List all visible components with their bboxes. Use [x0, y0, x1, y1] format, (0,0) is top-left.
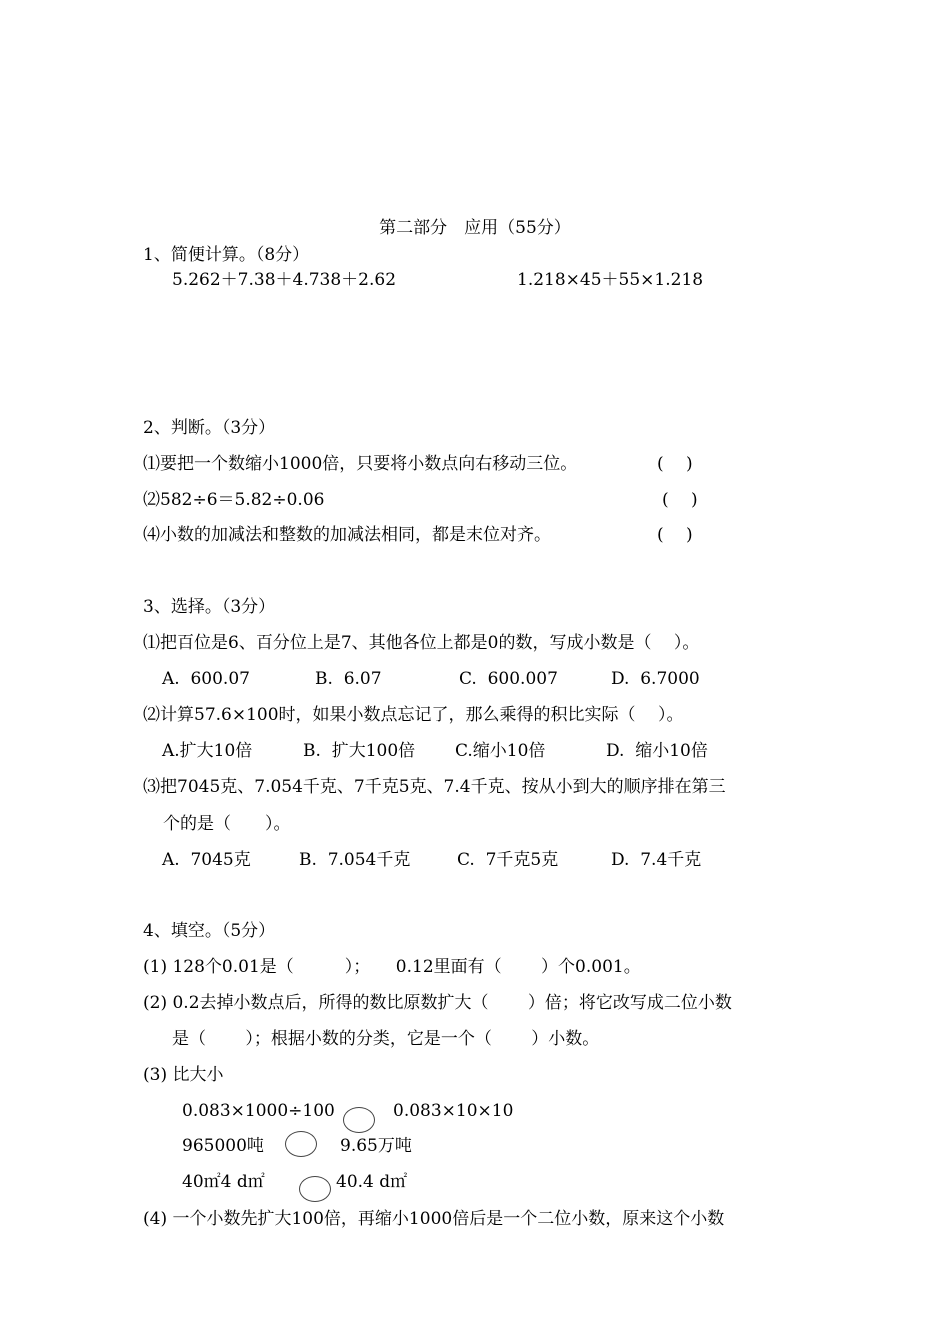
compare-2-right: 9.65万吨 — [340, 1136, 412, 1156]
section-1-heading: 1、简便计算。（8分） — [143, 245, 310, 265]
choice-2-option-d[interactable]: D. 缩小10倍 — [606, 741, 708, 761]
compare-3-left: 40㎡4 d㎡ — [182, 1172, 265, 1192]
compare-1-right: 0.083×10×10 — [393, 1101, 514, 1121]
section-4-heading: 4、填空。（5分） — [143, 921, 276, 941]
judge-question-4: ⑷小数的加减法和整数的加减法相同，都是末位对齐。 — [143, 525, 551, 545]
compare-1-circle-blank[interactable] — [343, 1107, 375, 1133]
page-title: 第二部分 应用（55分） — [379, 218, 571, 238]
section-2-heading: 2、判断。（3分） — [143, 418, 276, 438]
choice-question-3-line-1: ⑶把7045克、7.054千克、7千克5克、7.4千克、按从小到大的顺序排在第三 — [143, 777, 726, 797]
compare-2-left: 965000吨 — [182, 1136, 264, 1156]
judge-question-2: ⑵582÷6＝5.82÷0.06 — [143, 490, 325, 510]
choice-question-3-line-2: 个的是（ ）。 — [163, 814, 291, 834]
choice-3-option-a[interactable]: A. 7045克 — [162, 850, 251, 870]
judge-question-1: ⑴要把一个数缩小1000倍，只要将小数点向右移动三位。 — [143, 454, 578, 474]
choice-1-option-d[interactable]: D. 6.7000 — [611, 669, 700, 689]
compare-2-circle-blank[interactable] — [285, 1131, 317, 1157]
judge-answer-blank-1[interactable]: ( ) — [657, 454, 693, 474]
choice-2-option-a[interactable]: A.扩大10倍 — [162, 741, 253, 761]
fill-question-4: (4) 一个小数先扩大100倍，再缩小1000倍后是一个二位小数，原来这个小数 — [143, 1209, 725, 1229]
choice-1-option-c[interactable]: C. 600.007 — [459, 669, 558, 689]
judge-answer-blank-4[interactable]: ( ) — [657, 525, 693, 545]
fill-question-2-line-2: 是（ ）；根据小数的分类，它是一个（ ）小数。 — [172, 1029, 600, 1049]
fill-question-1: (1) 128个0.01是（ ）； 0.12里面有（ ）个0.001。 — [143, 957, 641, 977]
compare-3-right: 40.4 d㎡ — [336, 1172, 408, 1192]
judge-answer-blank-2[interactable]: ( ) — [662, 490, 698, 510]
choice-question-1: ⑴把百位是6、百分位上是7、其他各位上都是0的数，写成小数是（ ）。 — [143, 633, 700, 653]
fill-question-3-label: (3) 比大小 — [143, 1065, 224, 1085]
choice-3-option-c[interactable]: C. 7千克5克 — [457, 850, 559, 870]
calc-expression-2: 1.218×45＋55×1.218 — [517, 270, 704, 290]
choice-3-option-b[interactable]: B. 7.054千克 — [299, 850, 411, 870]
choice-2-option-b[interactable]: B. 扩大100倍 — [303, 741, 416, 761]
choice-question-2: ⑵计算57.6×100时，如果小数点忘记了，那么乘得的积比实际（ ）。 — [143, 705, 684, 725]
choice-1-option-a[interactable]: A. 600.07 — [162, 669, 250, 689]
compare-3-circle-blank[interactable] — [299, 1176, 331, 1202]
section-3-heading: 3、选择。（3分） — [143, 597, 276, 617]
compare-1-left: 0.083×1000÷100 — [182, 1101, 335, 1121]
calc-expression-1: 5.262＋7.38＋4.738＋2.62 — [172, 270, 397, 290]
choice-2-option-c[interactable]: C.缩小10倍 — [455, 741, 546, 761]
fill-question-2-line-1: (2) 0.2去掉小数点后，所得的数比原数扩大（ ）倍；将它改写成二位小数 — [143, 993, 732, 1013]
choice-3-option-d[interactable]: D. 7.4千克 — [611, 850, 702, 870]
choice-1-option-b[interactable]: B. 6.07 — [315, 669, 382, 689]
